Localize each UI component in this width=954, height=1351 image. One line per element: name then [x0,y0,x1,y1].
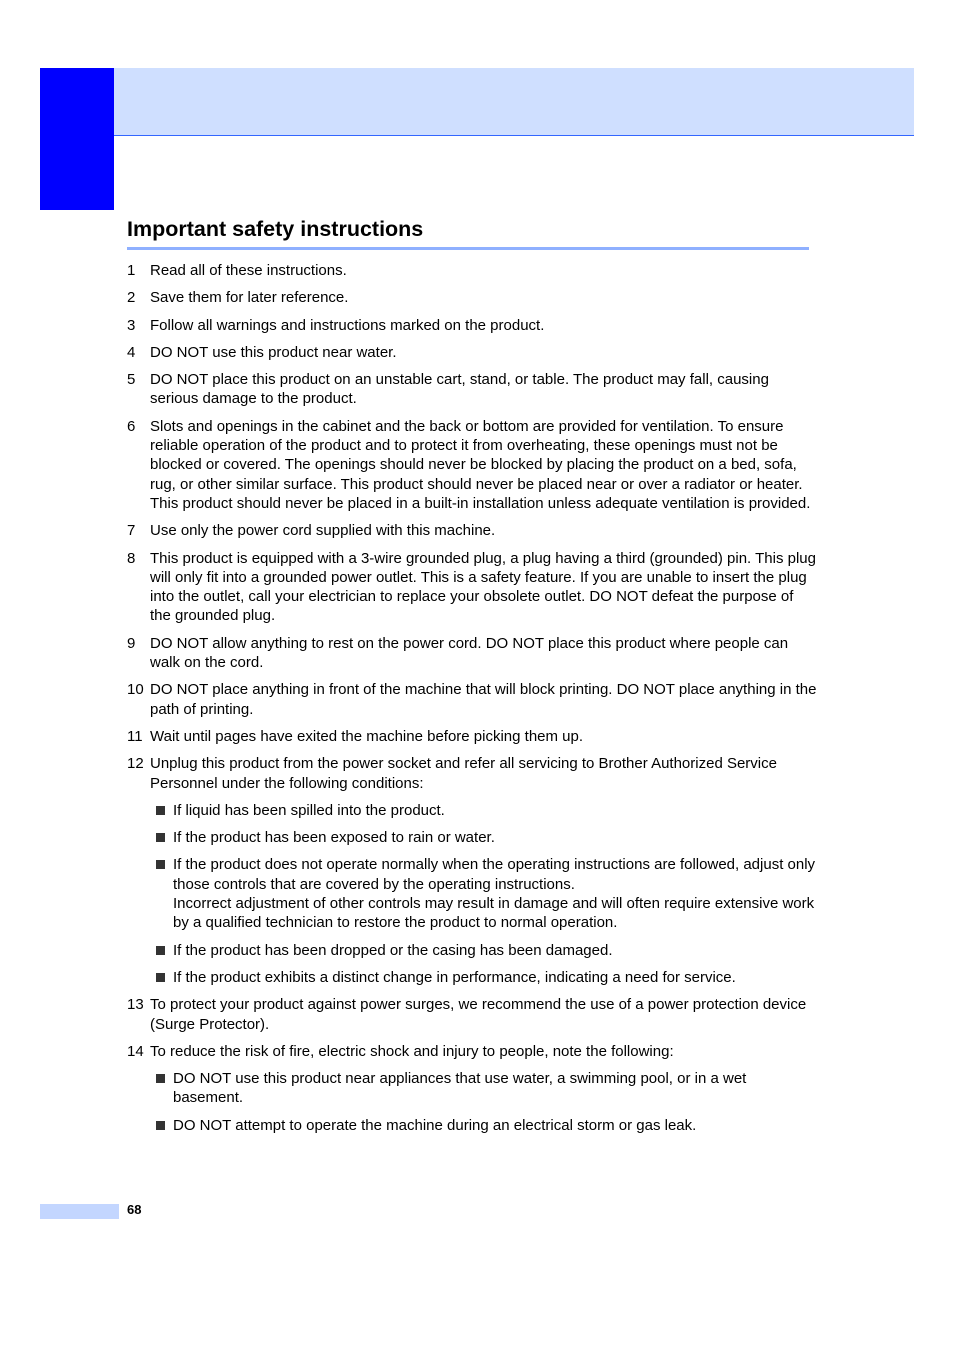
item-number: 11 [127,727,143,745]
item-text: To reduce the risk of fire, electric shock and injury to people, note the following: [150,1042,674,1060]
list-item [127,995,817,1034]
item-text: Save them for later reference. [150,289,349,307]
square-bullet-icon [156,973,165,982]
item-number: 14 [127,1042,144,1060]
sub-item [156,968,817,987]
square-bullet-icon [156,806,165,815]
section-title: Important safety instructions [127,214,809,250]
header-band [114,68,914,136]
item-body [150,754,817,987]
list-item [127,549,817,626]
item-number: 12 [127,755,144,773]
item-number: 3 [127,316,136,334]
list-item [127,727,817,746]
item-number: 1 [127,262,136,279]
list-item [127,754,817,987]
list-item [127,261,817,280]
sub-item-text: If the product has been dropped or the casing has been damaged. [173,941,613,959]
item-text: Read all of these instructions. [150,262,347,279]
sub-item [156,1116,817,1135]
sub-item-text: If the product does not operate normally when the operating instructions are followed, adjust only those controls that are covered by the operating instructions. [173,856,816,893]
item-text: Use only the power cord supplied with this machine. [150,522,496,540]
item-text: DO NOT place anything in front of the machine that will block printing. DO NOT place anything in the path of printing. [150,681,817,718]
item-text: This product is equipped with a 3-wire grounded plug, a plug having a third (grounded) pin. This plug will only fit into a grounded power outlet. This is a safety feature. If you are unable to insert the plug into the outlet, call your electrician to replace your obsolete outlet. DO NOT defeat the purpose of the grounded plug. [150,549,816,625]
item-number: 5 [127,371,136,389]
square-bullet-icon [156,946,165,955]
item-number: 13 [127,996,144,1014]
item-number: 2 [127,289,136,307]
sub-item-text: If the product has been exposed to rain or water. [173,829,495,847]
square-bullet-icon [156,1121,165,1130]
sub-item [156,1069,817,1108]
item-number: 6 [127,417,136,435]
item-text: DO NOT allow anything to rest on the power cord. DO NOT place this product where people can walk on the cord. [150,634,789,672]
list-item [127,316,817,335]
page-number: 68 [127,1202,142,1217]
sub-item [156,941,817,960]
item-number: 9 [127,634,136,652]
item-body [150,1042,817,1135]
sub-item-text: DO NOT attempt to operate the machine during an electrical storm or gas leak. [173,1116,697,1134]
list-item [127,521,817,540]
instruction-list [127,261,817,1143]
list-item [127,634,817,673]
item-number: 10 [127,681,144,699]
square-bullet-icon [156,860,165,869]
sub-item-text-group [173,855,817,932]
square-bullet-icon [156,833,165,842]
item-text: Follow all warnings and instructions marked on the product. [150,316,545,334]
item-text: Slots and openings in the cabinet and the back or bottom are provided for ventilation. To ensure reliable operation of the product and to protect it from overheating, these openings must not be blocked or covered. The openings should never be blocked by placing the product on a bed, sofa, rug, or other similar surface. This product should never be placed near or over a radiator or heater. This product should never be placed in a built-in installation unless adequate ventilation is provided. [150,417,811,512]
sub-item [156,828,817,847]
list-item [127,417,817,513]
item-text: To protect your product against power surges, we recommend the use of a power protection device (Surge Protector). [150,996,807,1033]
list-item [127,343,817,362]
item-text: Unplug this product from the power socket and refer all servicing to Brother Authorized Service Personnel under the following conditions: [150,755,777,792]
sub-item-text: Incorrect adjustment of other controls may result in damage and will often require extensive work by a qualified technician to restore the product to normal operation. [173,895,815,932]
list-item [127,288,817,307]
item-text: DO NOT place this product on an unstable cart, stand, or table. The product may fall, causing serious damage to the product. [150,371,769,408]
footer-bar [40,1204,119,1219]
item-number: 8 [127,549,136,567]
list-item [127,1042,817,1135]
item-number: 7 [127,522,136,540]
square-bullet-icon [156,1074,165,1083]
sub-item [156,801,817,820]
sub-item-text: If the product exhibits a distinct change in performance, indicating a need for service. [173,968,736,986]
item-text: DO NOT use this product near water. [150,343,397,361]
list-item [127,680,817,719]
chapter-tab-block [40,68,114,210]
sub-item [156,855,817,932]
item-number: 4 [127,343,136,361]
sub-item-text: If liquid has been spilled into the product. [173,801,445,819]
list-item [127,370,817,409]
sub-item-text: DO NOT use this product near appliances that use water, a swimming pool, or in a wet basement. [173,1070,747,1107]
item-text: Wait until pages have exited the machine before picking them up. [150,727,584,745]
